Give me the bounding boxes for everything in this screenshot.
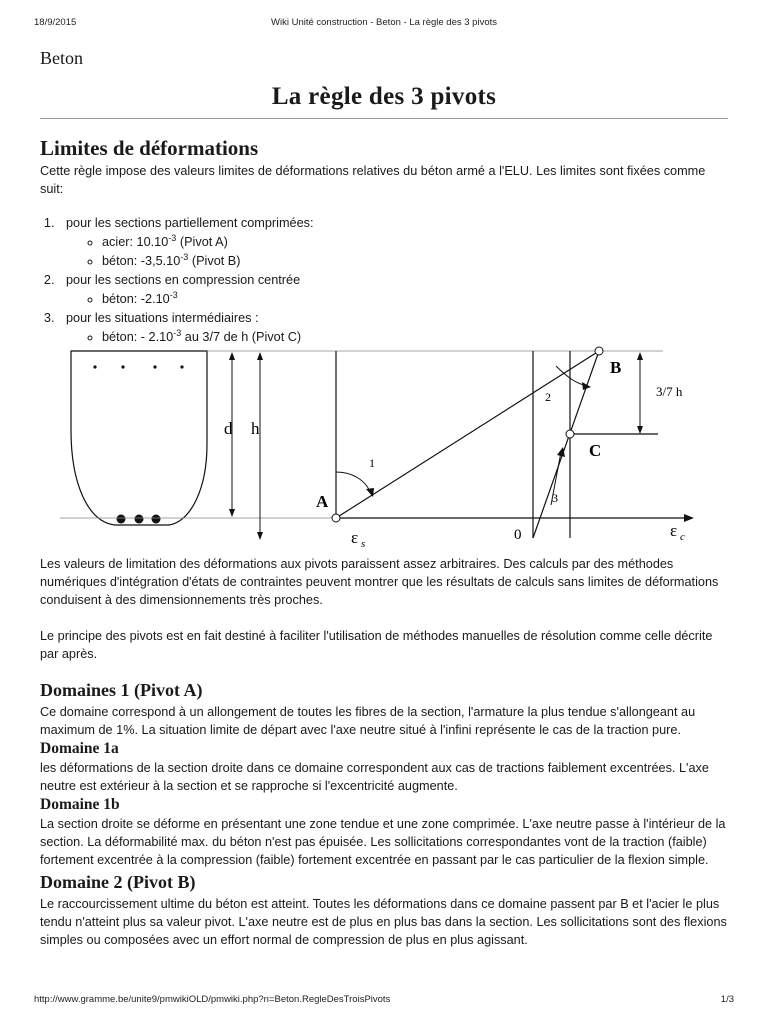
print-page-number: 1/3 xyxy=(720,994,734,1005)
pivot-a-point xyxy=(332,514,340,522)
limit-pivot: au 3/7 de h (Pivot C) xyxy=(181,330,302,344)
paragraph-principe: Le principe des pivots est en fait destiné à faciliter l'utilisation de méthodes manuelles de résolution comme celle décrite par après. xyxy=(40,629,713,661)
heading-limites: Limites de déformations xyxy=(40,136,259,160)
top-rebar xyxy=(121,365,124,368)
limit-item-label: pour les sections en compression centrée xyxy=(66,273,301,287)
section-outline xyxy=(71,351,207,525)
label-pivot-c: C xyxy=(589,441,602,460)
label-eps-c: ε xyxy=(670,521,678,540)
limit-item-label: pour les sections partiellement comprimées: xyxy=(66,216,314,230)
label-eps-s: ε xyxy=(351,528,359,547)
label-domain-3: 3 xyxy=(552,491,558,505)
body-text xyxy=(40,555,728,949)
paragraph-arbitraires: Les valeurs de limitation des déformations aux pivots paraissent assez arbitraires. Des calculs par des méthodes numériques d'intégration d'états de contraintes peuvent montrer que les résultats de calculs sans limites de déformations conduisent à des dimensionnements très proches. xyxy=(40,557,719,607)
label-zero: 0 xyxy=(514,527,522,543)
arrowhead xyxy=(229,509,235,517)
print-page-title: Wiki Unité construction - Beton - La règle des 3 pivots xyxy=(271,17,497,28)
label-domain-1: 1 xyxy=(369,456,375,470)
print-url[interactable]: http://www.gramme.be/unite9/pmwikiOLD/pmwiki.php?n=Beton.RegleDesTroisPivots xyxy=(34,994,391,1005)
arrowhead xyxy=(257,352,263,360)
limit-value: acier: 10.10 xyxy=(102,235,169,249)
arrowhead xyxy=(637,426,643,434)
arrowhead xyxy=(257,532,263,540)
label-d: d xyxy=(224,419,233,438)
page-title: La règle des 3 pivots xyxy=(271,83,497,110)
pivot-b-point xyxy=(595,347,603,355)
limit-exponent: -3 xyxy=(169,290,178,300)
top-rebar xyxy=(93,365,96,368)
arc-domain-1 xyxy=(336,472,371,494)
top-rebar xyxy=(153,365,156,368)
arrowhead xyxy=(366,488,374,497)
label-pivot-b: B xyxy=(610,358,622,377)
strain-axis-arrow xyxy=(684,514,694,522)
limit-value: béton: -3,5.10 xyxy=(102,254,181,268)
pivot-c-point xyxy=(566,430,574,438)
label-pivot-a: A xyxy=(316,492,329,511)
label-eps-s-sub: s xyxy=(361,538,366,550)
limit-item-label: pour les situations intermédiaires : xyxy=(66,311,259,325)
label-h: h xyxy=(251,419,260,438)
limit-value: béton: -2.10 xyxy=(102,292,170,306)
label-domain-2: 2 xyxy=(545,390,551,404)
heading-domaine-1b: Domaine 1b xyxy=(40,796,120,813)
limit-pivot: (Pivot A) xyxy=(176,235,228,249)
limit-pivot: (Pivot B) xyxy=(188,254,241,268)
paragraph-domaine-1b: La section droite se déforme en présentant une zone tendue et une zone comprimée. L'axe neutre passe à l'intérieur de la section. La déformabilité max. du béton n'est pas épuisée. Les sollicitations correspondantes vont de la traction (faible) fortement excentrée à la compression (faible) fortement excentrée en passant par le cas particulier de la flexion simple. xyxy=(40,817,726,867)
limit-exponent: -3 xyxy=(168,233,177,243)
paragraph-domaine-2: Le raccourcissement ultime du béton est atteint. Toutes les déformations dans ce domaine passent par B et l'acier le plus tendu n'atteint plus sa valeur pivot. L'axe neutre est de plus en plus bas dans la section. Les sollicitations sont des flexions simples ou composées avec un effort normal de compression de plus en plus agissant. xyxy=(40,897,727,947)
limit-exponent: -3 xyxy=(180,252,189,262)
limit-exponent: -3 xyxy=(173,328,182,338)
label-3-7h: 3/7 h xyxy=(656,384,683,399)
arrowhead xyxy=(582,382,591,390)
paragraph-domaine-1a: les déformations de la section droite dans ce domaine correspondent aux cas de tractions faiblement excentrées. L'axe neutre est extérieur à la section et se rapproche si l'excentricité augmente. xyxy=(40,761,709,793)
site-name[interactable]: Beton xyxy=(40,48,83,68)
arrowhead xyxy=(637,352,643,360)
label-eps-c-sub: c xyxy=(680,531,685,543)
arrowhead xyxy=(557,447,565,457)
bottom-rebar xyxy=(135,515,144,524)
paragraph-domaine-1: Ce domaine correspond à un allongement de toutes les fibres de la section, l'armature la plus tendue s'allongeant au maximum de 1%. La situation limite de départ avec l'axe neutre situé à l'infini représente le cas de la traction pure. xyxy=(40,705,696,737)
arrowhead xyxy=(229,352,235,360)
heading-domaine-2: Domaine 2 (Pivot B) xyxy=(40,872,196,892)
heading-domaine-1a: Domaine 1a xyxy=(40,740,119,757)
limit-value: béton: - 2.10 xyxy=(102,330,174,344)
print-date: 18/9/2015 xyxy=(34,17,77,28)
top-rebar xyxy=(180,365,183,368)
bottom-rebar xyxy=(152,515,161,524)
heading-domaine-1: Domaines 1 (Pivot A) xyxy=(40,680,203,700)
line-a-b xyxy=(336,351,602,518)
limites-intro: Cette règle impose des valeurs limites de déformations relatives du béton armé a l'ELU. Les limites sont fixées comme suit: xyxy=(40,164,706,196)
bottom-rebar xyxy=(117,515,126,524)
